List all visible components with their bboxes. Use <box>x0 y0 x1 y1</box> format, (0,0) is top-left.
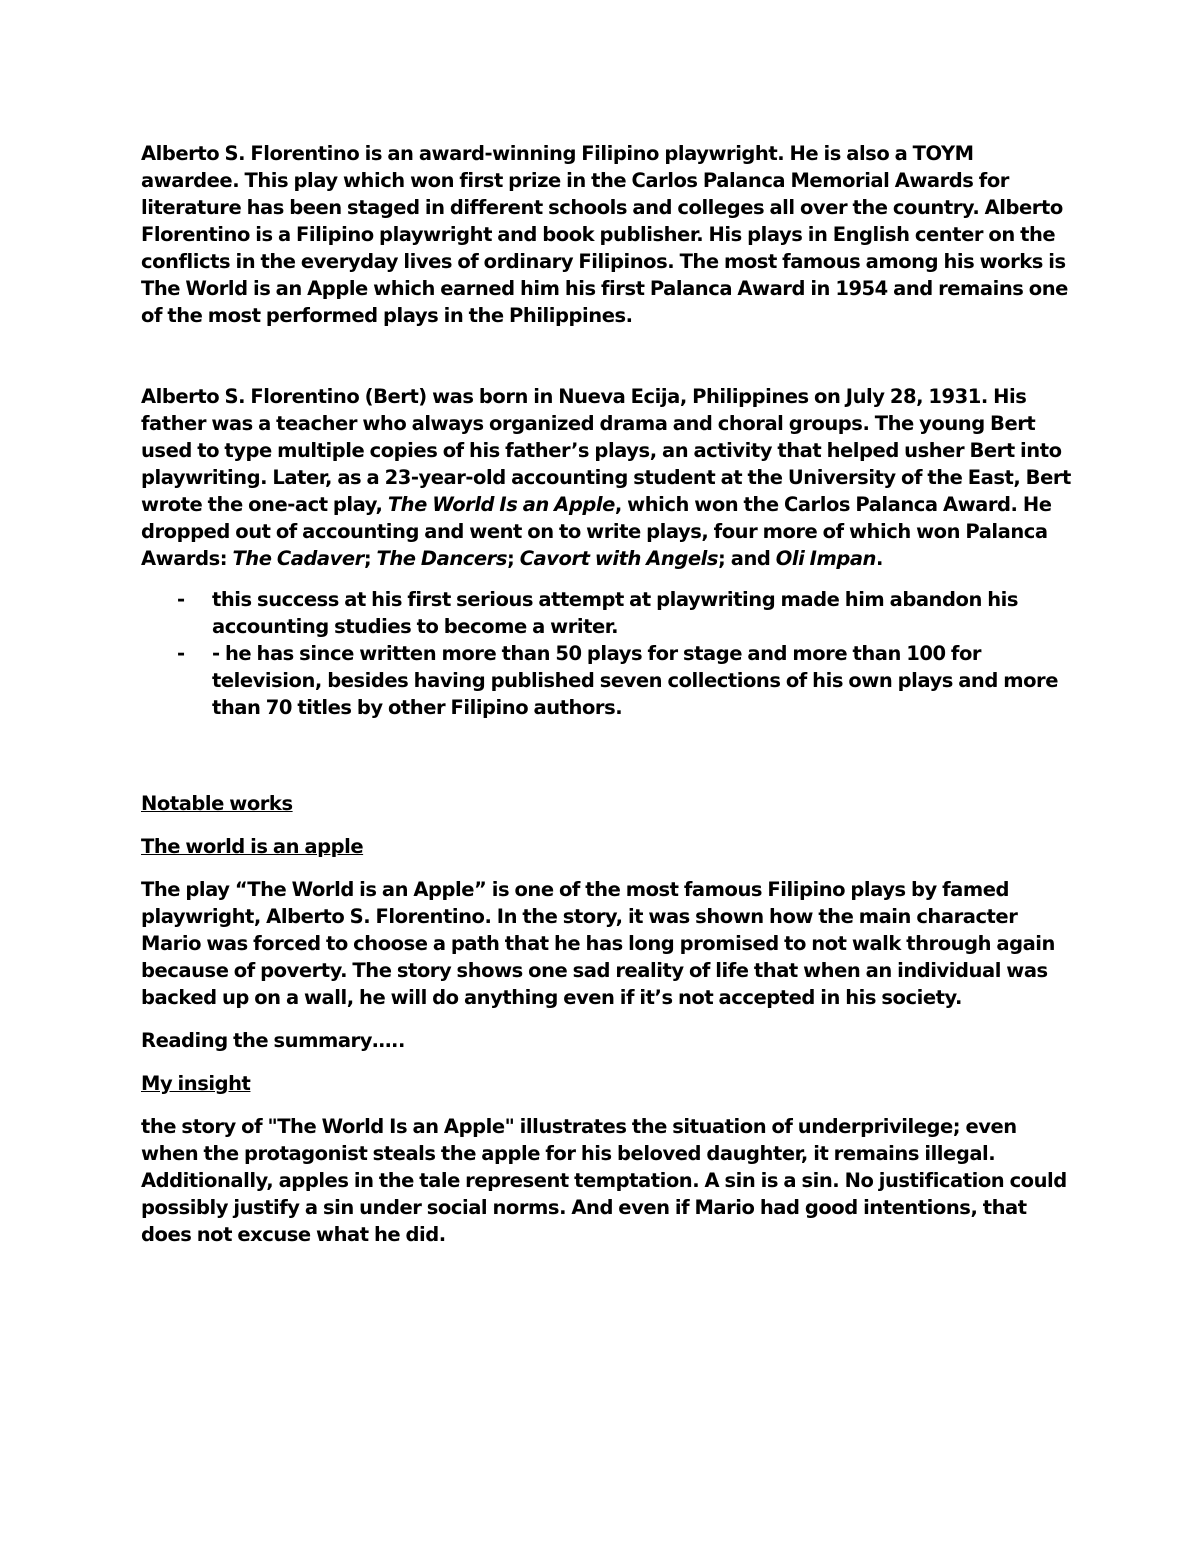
reading-summary-line: Reading the summary….. <box>141 1029 405 1052</box>
world-is-an-apple-heading: The world is an apple <box>141 835 364 858</box>
list-item <box>141 640 1071 721</box>
sentence-end: . <box>876 547 883 570</box>
intro-paragraph: Alberto S. Florentino is an award-winning Filipino playwright. He is also a TOYM awardee. This play which won first prize in the Carlos Palanca Memorial Awards for literature has been staged in different schools and colleges all over the country. Alberto Florentino is a Filipino playwright and book publisher. His plays in English center on the conflicts in the everyday lives of ordinary Filipinos. The most famous among his works is The World is an Apple which earned him his first Palanca Award in 1954 and remains one of the most performed plays in the Philippines. <box>141 142 1068 327</box>
play-title-oli-impan: Oli Impan <box>775 547 876 570</box>
play-summary-paragraph: The play “The World is an Apple” is one of the most famous Filipino plays by famed playwright, Alberto S. Florentino. In the story, it was shown how the main character Mario was forced to choose a path that he has long promised to not walk through again because of poverty. The story shows one sad reality of life that when an individual was backed up on a wall, he will do anything even if it’s not accepted in his society. <box>141 878 1055 1009</box>
insight-paragraph: the story of "The World Is an Apple" illustrates the situation of underprivilege; even when the protagonist steals the apple for his beloved daughter, it remains illegal. Additionally, apples in the tale represent temptation. A sin is a sin. No justification could possibly justify a sin under social norms. And even if Mario had good intentions, that does not excuse what he did. <box>141 1115 1067 1246</box>
separator: ; <box>507 547 520 570</box>
bullet-marker: - <box>177 588 185 611</box>
separator: ; <box>363 547 377 570</box>
separator: ; and <box>718 547 776 570</box>
my-insight-heading: My insight <box>141 1072 251 1095</box>
play-title-dancers: The Dancers <box>376 547 507 570</box>
document-body <box>141 140 1071 1248</box>
bullet-text: - he has since written more than 50 plays for stage and more than 100 for television, besides having published seven collections of his own plays and more than 70 titles by other Filipino authors. <box>212 642 1058 719</box>
biography-text: , which won the Carlos Palanca Award. He dropped out of accounting and went on to write plays, four more of which won Palanca Awards: <box>141 493 1052 570</box>
biography-text: Alberto S. Florentino (Bert) was born in Nueva Ecija, Philippines on July 28, 1931. His father was a teacher who always organized drama and choral groups. The young Bert used to type multiple copies of his father’s plays, an activity that helped usher Bert into playwriting. Later, as a 23-year-old accounting student at the University of the East, Bert wrote the one-act play, <box>141 385 1071 516</box>
bullet-marker: - <box>177 642 185 665</box>
play-title-world-is-an-apple: The World Is an Apple <box>387 493 615 516</box>
notable-works-heading: Notable works <box>141 792 293 815</box>
list-item <box>141 586 1071 640</box>
play-title-cadaver: The Cadaver <box>232 547 364 570</box>
bullet-text: this success at his first serious attempt at playwriting made him abandon his accounting studies to become a writer. <box>212 588 1019 638</box>
play-title-cavort-with-angels: Cavort with Angels <box>519 547 719 570</box>
bullet-list <box>141 586 1071 721</box>
biography-paragraph <box>141 383 1071 572</box>
